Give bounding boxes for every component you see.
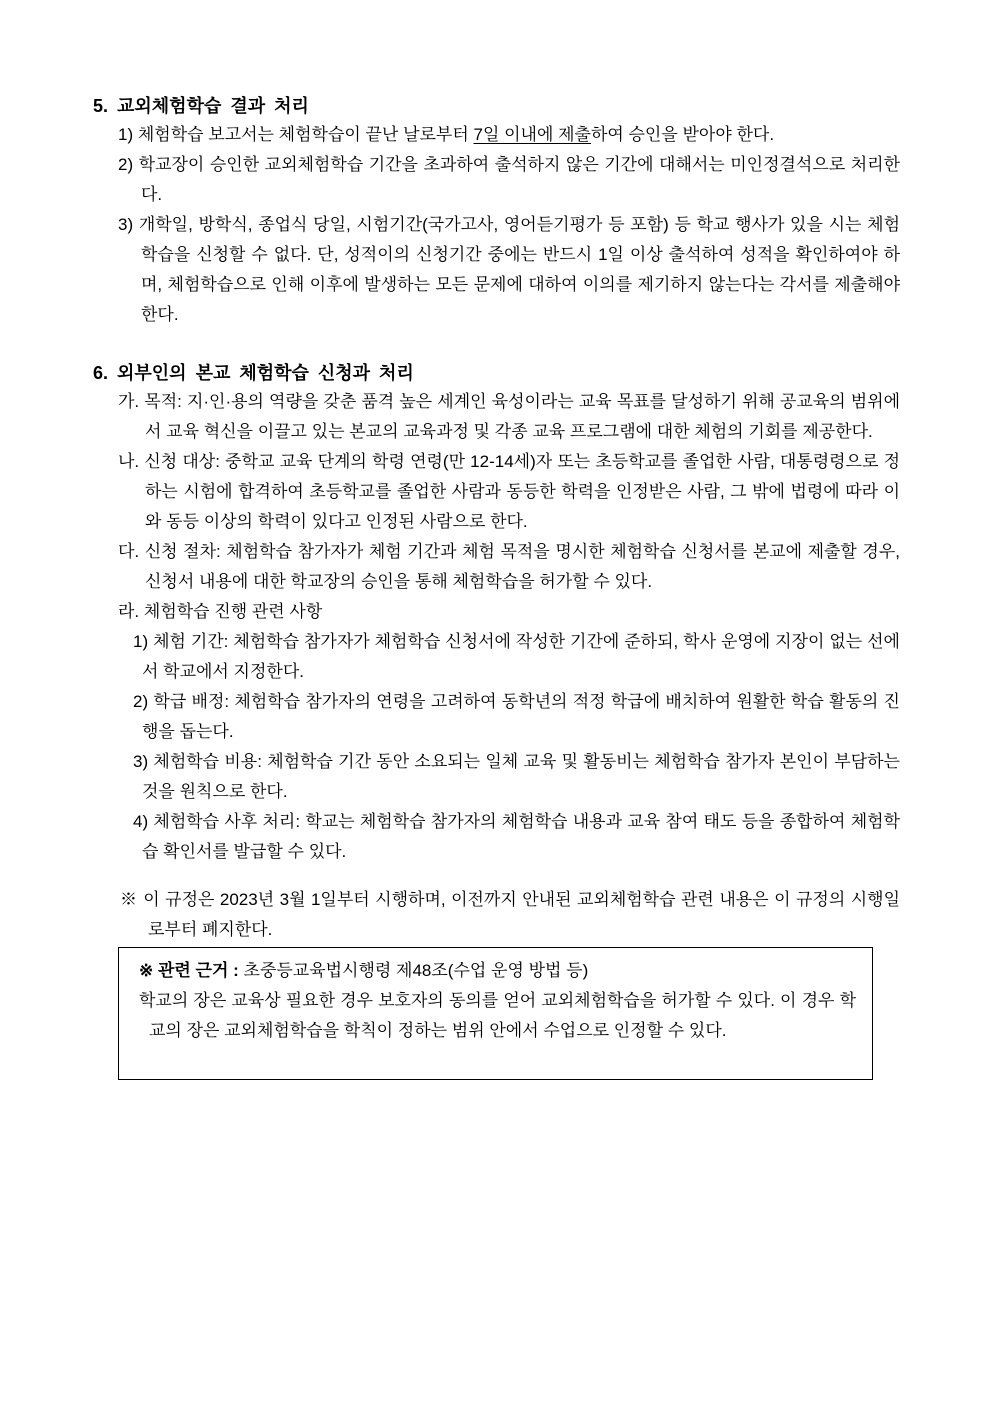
- section-5-item-3: [93, 210, 900, 330]
- section-5-number: 5.: [93, 96, 109, 116]
- item-text-post: 하여 승인을 받아야 한다.: [590, 125, 775, 144]
- item-marker: 다.: [118, 542, 140, 561]
- legal-box-body: 학교의 장은 교육상 필요한 경우 보호자의 동의를 얻어 교외체험학습을 허가할 수 있다. 이 경우 학교의 장은 교외체험학습을 학칙이 정하는 범위 안에서 수업으로 인정할 수 있다.: [139, 991, 856, 1040]
- item-marker: 2): [133, 692, 149, 711]
- legal-box-title: [129, 956, 856, 986]
- item-text: 체험학습 비용: 체험학습 기간 동안 소요되는 일체 교육 및 활동비는 체험학습 참가자 본인이 부담하는 것을 원칙으로 한다.: [142, 752, 900, 801]
- section-5-heading: [93, 93, 900, 120]
- section-5-item-2: [93, 150, 900, 210]
- legal-box-label: 관련 근거 :: [157, 961, 239, 980]
- item-marker: 라.: [118, 602, 140, 621]
- section-6-item-ga: [93, 387, 900, 447]
- reference-mark: ※: [120, 890, 138, 909]
- section-6-subitem-3: [93, 747, 900, 807]
- section-6-item-ra: [93, 597, 900, 627]
- item-marker: 가.: [118, 392, 140, 411]
- item-text: 학교장이 승인한 교외체험학습 기간을 초과하여 출석하지 않은 기간에 대해서는 미인정결석으로 처리한다.: [138, 155, 900, 204]
- section-6-item-da: [93, 537, 900, 597]
- section-6-item-na: [93, 447, 900, 537]
- section-6-title: 외부인의 본교 체험학습 신청과 처리: [117, 363, 414, 383]
- legal-reference-box: [118, 947, 873, 1080]
- legal-box-reference: 초중등교육법시행령 제48조(수업 운영 방법 등): [243, 961, 589, 980]
- item-marker: 2): [118, 155, 134, 174]
- item-text: 개학일, 방학식, 종업식 당일, 시험기간(국가고사, 영어듣기평가 등 포함) 등 학교 행사가 있을 시는 체험학습을 신청할 수 없다. 단, 성적이의 신청기간 중에는 반드시 1일 이상 출석하여 성적을 확인하여야 하며, 체험학습으로 인해 이후에 발생하는 모든 문제에 대하여 이의를 제기하지 않는다는 각서를 제출해야 한다.: [138, 215, 900, 324]
- item-text: 목적: 지·인·용의 역량을 갖춘 품격 높은 세계인 육성이라는 교육 목표를 달성하기 위해 공교육의 범위에서 교육 혁신을 이끌고 있는 본교의 교육과정 및 각종 교육 프로그램에 대한 체험의 기회를 제공한다.: [144, 392, 900, 441]
- section-6-subitem-1: [93, 627, 900, 687]
- item-marker: 1): [133, 632, 149, 651]
- item-text: 학급 배정: 체험학습 참가자의 연령을 고려하여 동학년의 적정 학급에 배치하여 원활한 학습 활동의 진행을 돕는다.: [142, 692, 900, 741]
- item-marker: 3): [118, 215, 134, 234]
- section-6-heading: [93, 360, 900, 387]
- section-6-number: 6.: [93, 363, 109, 383]
- section-5-title: 교외체험학습 결과 처리: [117, 96, 309, 116]
- item-text-pre: 체험학습 보고서는 체험학습이 끝난 날로부터: [137, 125, 474, 144]
- underlined-text: 7일 이내에 제출: [473, 125, 591, 144]
- item-marker: 나.: [118, 452, 140, 471]
- item-marker: 3): [133, 752, 149, 771]
- reference-mark: ※: [139, 961, 154, 980]
- item-text: 체험학습 진행 관련 사항: [143, 602, 323, 621]
- item-text: 체험학습 사후 처리: 학교는 체험학습 참가자의 체험학습 내용과 교육 참여 태도 등을 종합하여 체험학습 확인서를 발급할 수 있다.: [142, 812, 900, 861]
- item-marker: 4): [133, 812, 149, 831]
- effective-date-note: [93, 885, 900, 945]
- section-6-subitem-2: [93, 687, 900, 747]
- section-5-item-1: [93, 120, 900, 150]
- note-text: 이 규정은 2023년 3월 1일부터 시행하며, 이전까지 안내된 교외체험학습 관련 내용은 이 규정의 시행일로부터 폐지한다.: [143, 890, 900, 939]
- item-text: 신청 대상: 중학교 교육 단계의 학령 연령(만 12-14세)자 또는 초등학교를 졸업한 사람, 대통령령으로 정하는 시험에 합격하여 초등학교를 졸업한 사람과 동등한 학력을 인정받은 사람, 그 밖에 법령에 따라 이와 동등 이상의 학력이 있다고 인정된 사람으로 한다.: [144, 452, 900, 531]
- item-text: 체험 기간: 체험학습 참가자가 체험학습 신청서에 작성한 기간에 준하되, 학사 운영에 지장이 없는 선에서 학교에서 지정한다.: [142, 632, 900, 681]
- item-marker: 1): [118, 125, 134, 144]
- item-text: 신청 절차: 체험학습 참가자가 체험 기간과 체험 목적을 명시한 체험학습 신청서를 본교에 제출할 경우, 신청서 내용에 대한 학교장의 승인을 통해 체험학습을 허가할 수 있다.: [144, 542, 900, 591]
- section-6-subitem-4: [93, 807, 900, 867]
